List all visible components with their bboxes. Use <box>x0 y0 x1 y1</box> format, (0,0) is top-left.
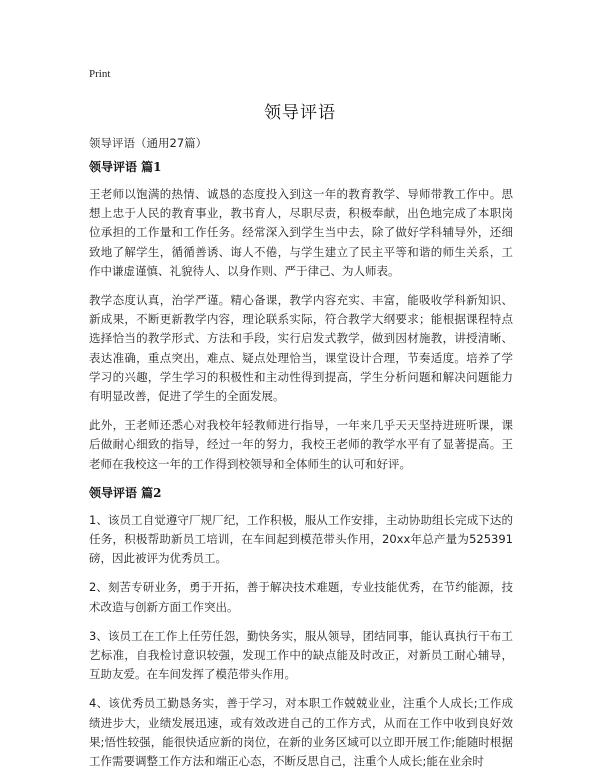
paragraph: 王老师以饱满的热情、诚恳的态度投入到这一年的教育教学、导师带教工作中。思想上忠于人民的教育事业，教书育人，尽职尽责，积极奉献，出色地完成了本职岗位承担的工作量和工作任务。经常深入到学生当中去，除了做好学科辅导外，还细致地了解学生，循循善诱、诲人不倦，与学生建立了民主平等和谐的师生关系，工作中谦虚谨慎、礼貌待人、以身作则、严于律己、为人师表。 <box>89 187 513 278</box>
document-subtitle: 领导评语（通用27篇） <box>89 136 208 150</box>
paragraph: 1、该员工自觉遵守厂规厂纪，工作积极，服从工作安排，主动协助组长完成下达的任务，积极帮助新员工培训，在车间起到模范带头作用，20xx年总产量为525391磅，因此被评为优秀员工。 <box>89 512 513 566</box>
paragraph: 3、该员工在工作上任劳任怨，勤快务实，服从领导，团结同事，能认真执行干布工艺标准，自我检讨意识较强，发现工作中的缺点能及时改正，对新员工耐心辅导，互助友爱。在车间发挥了模范带头作用。 <box>89 628 513 682</box>
print-label[interactable]: Print <box>89 68 111 80</box>
document-title: 领导评语 <box>264 103 336 123</box>
section-2 <box>89 484 513 771</box>
paragraph: 2、刻苦专研业务，勇于开拓，善于解决技术难题，专业技能优秀，在节约能源，技术改造与创新方面工作突出。 <box>89 580 513 614</box>
document-body <box>89 158 513 781</box>
section-1 <box>89 158 513 474</box>
paragraph: 4、该优秀员工勤恳务实，善于学习，对本职工作兢兢业业，注重个人成长;工作成绩进步大，业绩发展迅速，或有效改进自己的工作方式，从而在工作中收到良好效果;悟性较强，能很快适应新的岗位，在新的业务区域可以立即开展工作;能随时根据工作需要调整工作方法和端正心态，不断反思自己，注重个人成长;能在业余时 <box>89 696 513 769</box>
paragraph: 此外，王老师还悉心对我校年轻教师进行指导，一年来几乎天天坚持进班听课，课后做耐心细致的指导，经过一年的努力，我校王老师的教学水平有了显著提高。王老师在我校这一年的工作得到校领导和全体师生的认可和好评。 <box>89 418 513 471</box>
section-heading: 领导评语 篇1 <box>89 160 162 174</box>
paragraph: 教学态度认真，治学严谨。精心备课，教学内容充实、丰富，能吸收学科新知识、新成果，不断更新教学内容，理论联系实际，符合教学大纲要求；能根据课程特点选择恰当的教学形式、方法和手段，实行启发式教学，做到因材施教，讲授清晰、表达准确，重点突出，难点、疑点处理恰当，课堂设计合理，节奏适度。培养了学学习的兴趣，学生学习的积极性和主动性得到提高，学生分析问题和解决问题能力有明显改善，促进了学生的全面发展。 <box>89 293 513 404</box>
section-heading: 领导评语 篇2 <box>89 485 162 500</box>
